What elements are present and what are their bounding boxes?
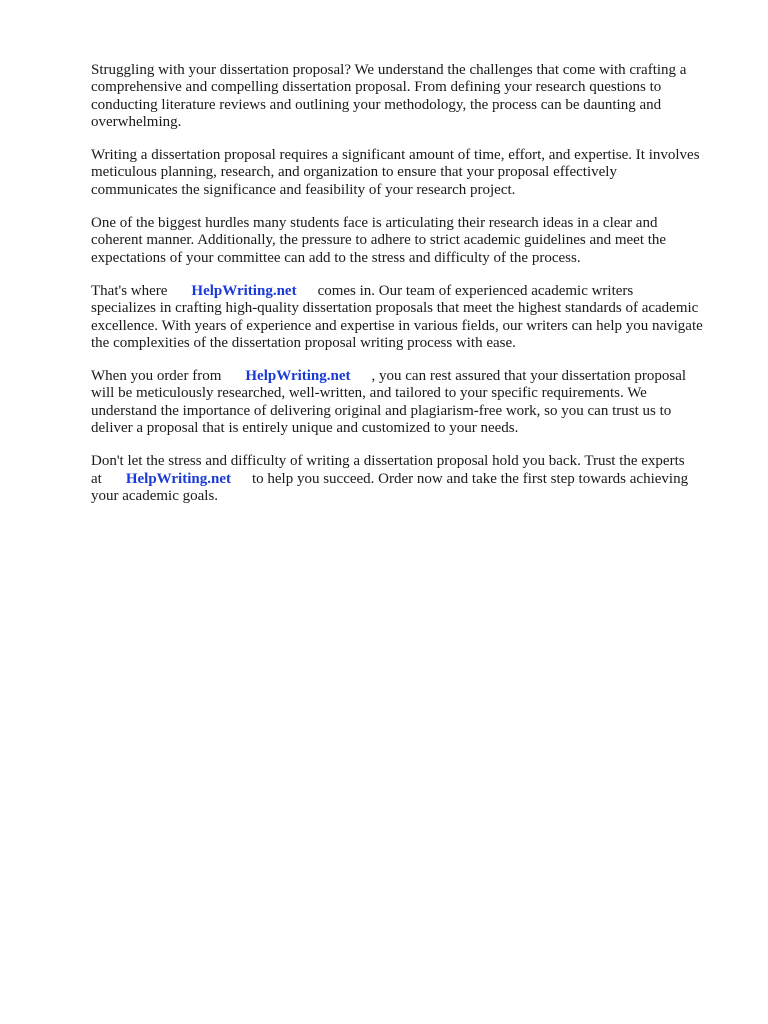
- paragraph-hurdles: [91, 215, 731, 267]
- text-line: Struggling with your dissertation proposal? We understand the challenges that come with crafting a: [91, 62, 687, 78]
- paragraph-intro: [91, 62, 731, 131]
- text-line: meticulous planning, research, and organization to ensure that your proposal effectively: [91, 164, 617, 181]
- text-line: will be meticulously researched, well-written, and tailored to your specific requirements. We: [91, 385, 647, 402]
- text-line: your academic goals.: [91, 487, 219, 504]
- text-line: understand the importance of delivering original and plagiarism-free work, so you can trust us to: [91, 402, 672, 419]
- text-fragment: at: [91, 470, 102, 487]
- text-line: conducting literature reviews and outlining your methodology, the process can be daunting and: [91, 96, 662, 113]
- paragraph-order: [91, 368, 731, 437]
- text-line: coherent manner. Additionally, the pressure to adhere to strict academic guidelines and meet the: [91, 232, 667, 249]
- text-line: communicates the significance and feasibility of your research project.: [91, 181, 516, 198]
- text-line: excellence. With years of experience and expertise in various fields, our writers can help you navigate: [91, 317, 703, 334]
- text-line: comprehensive and compelling dissertation proposal. From defining your research questions to: [91, 79, 662, 96]
- text-line: [91, 471, 731, 488]
- helpwriting-link[interactable]: HelpWriting.net: [125, 470, 231, 487]
- helpwriting-link[interactable]: HelpWriting.net: [191, 282, 297, 299]
- text-fragment: , you can rest assured that your dissertation proposal: [371, 368, 687, 385]
- text-fragment: comes in. Our team of experienced academic writers: [317, 282, 634, 299]
- paragraph-closing: [91, 453, 731, 505]
- text-line: expectations of your committee can add to the stress and difficulty of the process.: [91, 249, 581, 266]
- helpwriting-link[interactable]: HelpWriting.net: [245, 368, 351, 385]
- text-fragment: That's where: [91, 282, 168, 299]
- text-line: One of the biggest hurdles many students face is articulating their research ideas in a clear and: [91, 215, 658, 232]
- text-line: Writing a dissertation proposal requires a significant amount of time, effort, and expertise. It involves: [91, 147, 700, 164]
- text-line: [91, 368, 731, 385]
- paragraph-requirements: [91, 147, 731, 199]
- document-page: [91, 62, 731, 521]
- text-line: Don't let the stress and difficulty of writing a dissertation proposal hold you back. Trust the experts: [91, 453, 685, 470]
- text-line: overwhelming.: [91, 113, 182, 130]
- paragraph-thats-where: [91, 283, 731, 352]
- text-line: the complexities of the dissertation proposal writing process with ease.: [91, 334, 516, 351]
- text-line: [91, 283, 731, 300]
- text-fragment: to help you succeed. Order now and take the first step towards achieving: [251, 470, 689, 487]
- text-line: specializes in crafting high-quality dissertation proposals that meet the highest standards of academic: [91, 300, 699, 317]
- text-line: deliver a proposal that is entirely unique and customized to your needs.: [91, 420, 519, 437]
- text-fragment: When you order from: [91, 368, 222, 385]
